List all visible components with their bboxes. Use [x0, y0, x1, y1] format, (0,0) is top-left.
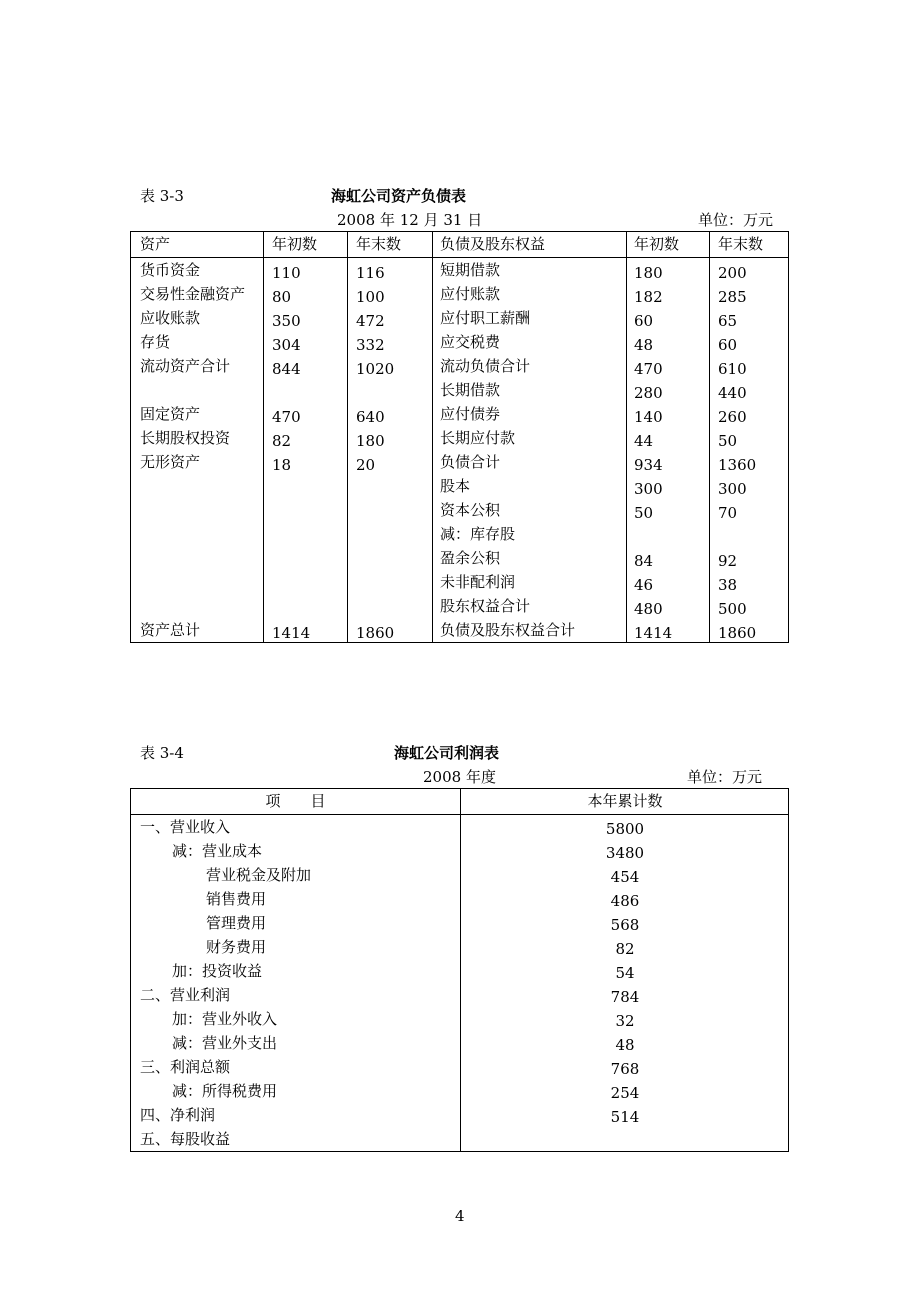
page-number: 4 — [455, 1207, 465, 1225]
asset-name: 流动资产合计 — [140, 357, 231, 375]
income-row-label: 销售费用 — [206, 890, 267, 908]
liability-end: 50 — [718, 432, 738, 450]
income-row-value: 82 — [615, 940, 635, 958]
income-row-value: 254 — [610, 1084, 640, 1102]
asset-total-begin: 1414 — [272, 624, 311, 642]
income-row-label: 管理费用 — [206, 914, 267, 932]
balance-sheet-title: 海虹公司资产负债表 — [331, 187, 467, 205]
income-row-value: 5800 — [605, 820, 645, 838]
liability-name: 流动负债合计 — [440, 357, 531, 375]
income-statement-table — [130, 788, 789, 1152]
liability-name: 短期借款 — [440, 261, 501, 279]
income-row-label: 减：营业外支出 — [172, 1034, 278, 1052]
income-row-value: 454 — [610, 868, 640, 886]
asset-name: 应收账款 — [140, 309, 201, 327]
income-row-label: 财务费用 — [206, 938, 267, 956]
liab-total-end: 1860 — [718, 624, 757, 642]
asset-total-label: 资产总计 — [140, 621, 201, 639]
income-row-label: 营业税金及附加 — [206, 866, 312, 884]
liability-name: 应交税费 — [440, 333, 501, 351]
asset-begin: 304 — [272, 336, 301, 354]
liability-begin: 480 — [634, 600, 663, 618]
liability-end: 92 — [718, 552, 738, 570]
income-row-value: 48 — [615, 1036, 635, 1054]
income-row-label: 减：所得税费用 — [172, 1082, 278, 1100]
liability-name: 长期应付款 — [440, 429, 516, 447]
asset-name: 固定资产 — [140, 405, 201, 423]
income-row-label: 减：营业成本 — [172, 842, 263, 860]
income-row-value: 568 — [610, 916, 640, 934]
header-liab-end: 年末数 — [718, 235, 764, 253]
liability-begin: 48 — [634, 336, 654, 354]
liability-end: 38 — [718, 576, 738, 594]
asset-begin: 110 — [272, 264, 301, 282]
liability-begin: 470 — [634, 360, 663, 378]
asset-begin: 470 — [272, 408, 301, 426]
asset-end: 1020 — [356, 360, 395, 378]
income-row-label: 三、利润总额 — [140, 1058, 231, 1076]
income-row-value: 486 — [610, 892, 640, 910]
liability-begin: 60 — [634, 312, 654, 330]
liability-begin: 140 — [634, 408, 663, 426]
asset-begin: 80 — [272, 288, 292, 306]
balance-sheet-date: 2008 年 12 月 31 日 — [337, 211, 483, 229]
header-ytd: 本年累计数 — [587, 792, 663, 810]
liability-begin: 84 — [634, 552, 654, 570]
asset-end: 20 — [356, 456, 376, 474]
asset-end: 180 — [356, 432, 385, 450]
liability-end: 200 — [718, 264, 747, 282]
header-assets-end: 年末数 — [356, 235, 402, 253]
liability-begin: 280 — [634, 384, 663, 402]
liability-name: 盈余公积 — [440, 549, 501, 567]
liability-name: 资本公积 — [440, 501, 501, 519]
liability-name: 应付债券 — [440, 405, 501, 423]
liability-begin: 300 — [634, 480, 663, 498]
asset-end: 472 — [356, 312, 385, 330]
asset-name: 交易性金融资产 — [140, 285, 246, 303]
asset-end: 116 — [356, 264, 385, 282]
income-row-label: 四、净利润 — [140, 1106, 216, 1124]
balance-sheet-unit: 单位：万元 — [698, 211, 774, 229]
liability-end: 65 — [718, 312, 738, 330]
asset-name: 货币资金 — [140, 261, 201, 279]
income-statement-unit: 单位：万元 — [687, 768, 763, 786]
income-row-label: 加：投资收益 — [172, 962, 263, 980]
income-row-value: 32 — [615, 1012, 635, 1030]
asset-begin: 82 — [272, 432, 292, 450]
header-assets-begin: 年初数 — [272, 235, 318, 253]
income-row-value: 514 — [610, 1108, 640, 1126]
asset-total-end: 1860 — [356, 624, 395, 642]
liability-name: 未非配利润 — [440, 573, 516, 591]
liability-end: 260 — [718, 408, 747, 426]
balance-sheet-table — [130, 231, 789, 643]
liability-end: 1360 — [718, 456, 757, 474]
liability-end: 60 — [718, 336, 738, 354]
liability-begin: 50 — [634, 504, 654, 522]
income-row-value: 54 — [615, 964, 635, 982]
header-liabilities: 负债及股东权益 — [440, 235, 546, 253]
liability-end: 500 — [718, 600, 747, 618]
liability-name: 股东权益合计 — [440, 597, 531, 615]
liability-name: 减：库存股 — [440, 525, 516, 543]
liability-end: 300 — [718, 480, 747, 498]
table-3-3-number: 表 3-3 — [140, 187, 184, 205]
liability-name: 长期借款 — [440, 381, 501, 399]
income-row-value: 784 — [610, 988, 640, 1006]
income-row-label: 二、营业利润 — [140, 986, 231, 1004]
liab-total-begin: 1414 — [634, 624, 673, 642]
income-row-label: 加：营业外收入 — [172, 1010, 278, 1028]
income-statement-year: 2008 年度 — [423, 768, 496, 786]
income-statement-title: 海虹公司利润表 — [394, 744, 500, 762]
income-row-value: 3480 — [605, 844, 645, 862]
asset-name: 无形资产 — [140, 453, 201, 471]
liability-begin: 182 — [634, 288, 663, 306]
liability-name: 应付职工薪酬 — [440, 309, 531, 327]
asset-name: 存货 — [140, 333, 171, 351]
liability-end: 70 — [718, 504, 738, 522]
liability-end: 610 — [718, 360, 747, 378]
liability-end: 285 — [718, 288, 747, 306]
header-assets: 资产 — [140, 235, 171, 253]
asset-end: 640 — [356, 408, 385, 426]
income-row-label: 五、每股收益 — [140, 1130, 231, 1148]
liability-begin: 934 — [634, 456, 663, 474]
asset-end: 332 — [356, 336, 385, 354]
income-row-value: 768 — [610, 1060, 640, 1078]
asset-end: 100 — [356, 288, 385, 306]
liability-name: 负债合计 — [440, 453, 501, 471]
table-3-4-number: 表 3-4 — [140, 744, 184, 762]
liab-total-label: 负债及股东权益合计 — [440, 621, 576, 639]
liability-end: 440 — [718, 384, 747, 402]
liability-begin: 180 — [634, 264, 663, 282]
asset-begin: 844 — [272, 360, 301, 378]
liability-begin: 46 — [634, 576, 654, 594]
income-row-label: 一、营业收入 — [140, 818, 231, 836]
liability-name: 应付账款 — [440, 285, 501, 303]
asset-begin: 350 — [272, 312, 301, 330]
header-item: 项 目 — [265, 792, 326, 810]
liability-name: 股本 — [440, 477, 471, 495]
asset-begin: 18 — [272, 456, 292, 474]
header-liab-begin: 年初数 — [634, 235, 680, 253]
asset-name: 长期股权投资 — [140, 429, 231, 447]
liability-begin: 44 — [634, 432, 654, 450]
